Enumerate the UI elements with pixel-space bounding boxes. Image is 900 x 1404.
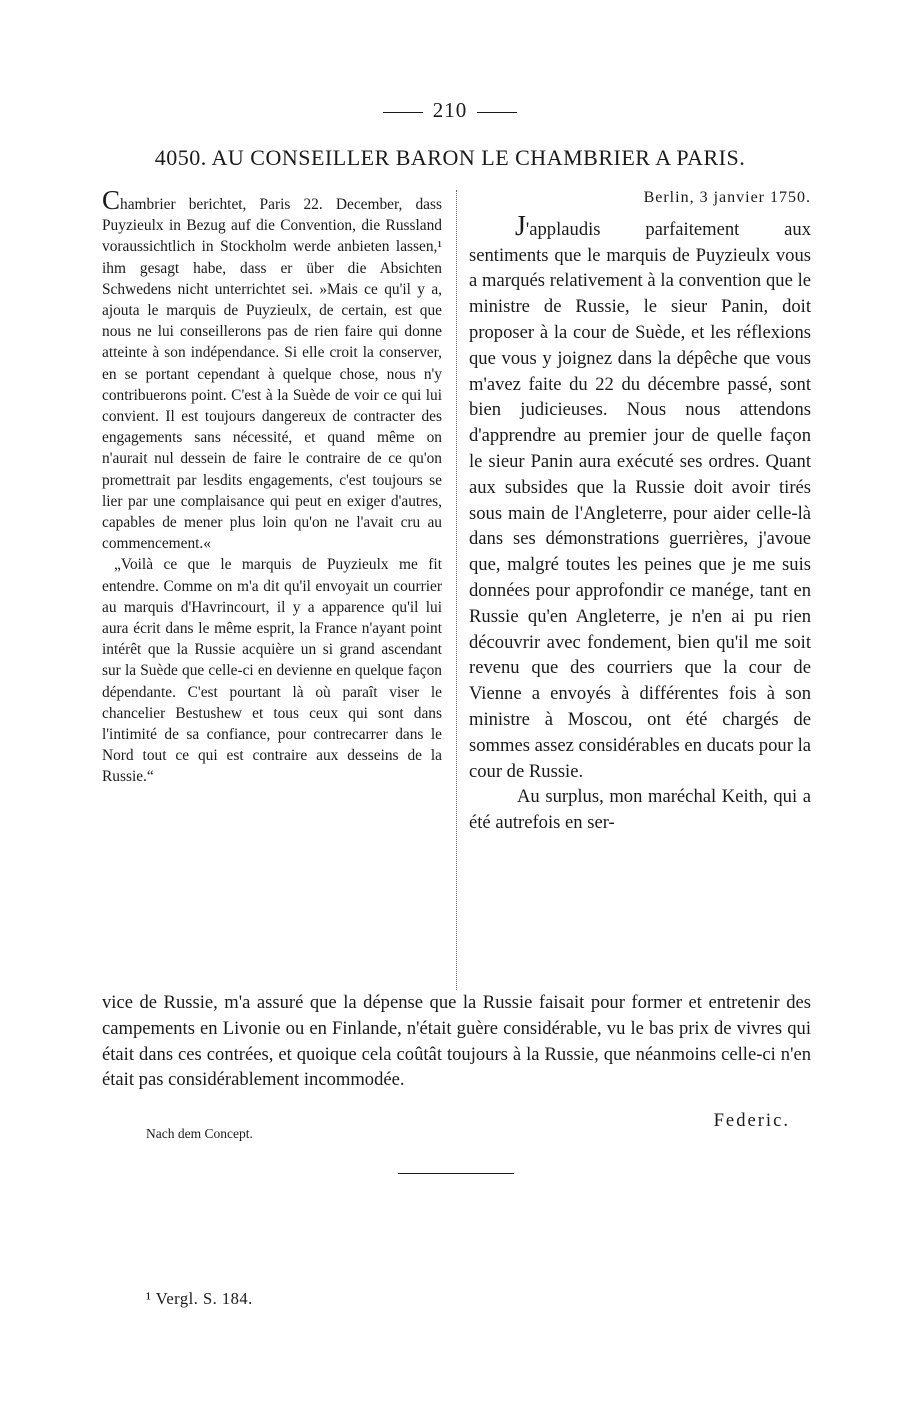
right-paragraph-1 bbox=[469, 210, 811, 785]
document-title: 4050. AU CONSEILLER BARON LE CHAMBRIER A PARIS. bbox=[154, 145, 746, 170]
page-number bbox=[0, 98, 900, 123]
left-column-summary bbox=[102, 185, 442, 788]
left-paragraph-2: „Voilà ce que le marquis de Puyzieulx me fit entendre. Comme on m'a dit qu'il envoyait un courrier au marquis d'Havrincourt, il y a apparence qu'il lui aura écrit dans le même esprit, la France n'ayant point intérêt que la Russie acquière un si grand ascendant sur la Suède que celle-ci en devienne en quelque façon dépendante. C'est pourtant là où paraît viser le chancelier Bestushew et tous ceux qui sont dans l'intimité de sa confiance, pour contrecarrer dans le Nord tout ce qui est contraire aux desseins de la Russie.“ bbox=[102, 556, 442, 786]
footnote-separator bbox=[398, 1173, 514, 1174]
page-number-right-dash bbox=[477, 112, 517, 113]
right-paragraph-1-text: 'applaudis parfaitement aux sentiments que le marquis de Puyzieulx vous a marqués relativement à la convention que le ministre de Russie, le sieur Panin, doit proposer à la cour de Suède, et les réflexions que vous y joignez dans la dépêche que vous m'avez faite du 22 du décembre passé, sont bien judicieuses. Nous nous attendons d'apprendre au premier jour de quelle façon le sieur Panin aura exécuté ses ordres. Quant aux subsides que la Russie doit avoir tirés sous main de l'Angleterre, pour aider celle-là dans ses démonstrations guerrières, j'avoue que, malgré toutes les peines que je me suis données pour approfondir ce manége, tant en Russie qu'en Angleterre, je n'en ai pu rien découvrir avec fondement, bien qu'il me soit revenu que des courriers que la cour de Vienne a envoyés à différentes fois à son ministre à Moscou, ont été chargés de sommes assez considérables en ducats pour la cour de Russie. bbox=[469, 218, 811, 782]
footnote: ¹ Vergl. S. 184. bbox=[146, 1289, 253, 1308]
right-dropcap: J bbox=[515, 210, 526, 242]
right-column-letter bbox=[469, 185, 811, 836]
left-dropcap: C bbox=[102, 185, 121, 215]
page-number-text: 210 bbox=[432, 98, 468, 122]
column-divider bbox=[456, 190, 457, 990]
right-paragraph-2-start: Au surplus, mon maréchal Keith, qui a été autrefois en ser- bbox=[469, 786, 811, 834]
page-number-left-dash bbox=[383, 112, 423, 113]
letter-continuation: vice de Russie, m'a assuré que la dépense que la Russie faisait pour former et entretenir des campements en Livonie ou en Finlande, n'était guère considérable, vu le bas prix de vivres qui était dans ces contrées, et quoique cela coûtât toujours à la Russie, que néanmoins celle-ci n'en était pas considérablement incommodée. bbox=[102, 992, 811, 1091]
source-note: Nach dem Concept. bbox=[146, 1126, 253, 1141]
left-paragraph-1-text: hambrier berichtet, Paris 22. December, dass Puyzieulx in Bezug auf die Convention, die Russland voraussichtlich in Stockholm werde anbieten lassen,¹ ihm gesagt habe, dass er über die Absichten Schwedens nicht unterrichtet sei. »Mais ce qu'il y a, ajouta le marquis de Puyzieulx, de certain, est que nous ne lui conseillerons pas de rien faire qui donne atteinte à son indépendance. Si elle croit la conserver, en se portant cependant à quelque chose, nous n'y contribuerons point. C'est à la Suède de voir ce qui lui convient. Il est toujours dangereux de contracter des engagements sans nécessité, et quand même on n'aurait nul dessein de faire le contraire de ce qu'on promettrait par lesdits engagements, c'est toujours se lier par une complaisance qui peut en exiger d'autres, capables de mener plus loin qu'on ne l'avait cru au commencement.« bbox=[102, 196, 442, 553]
letter-dateline: Berlin, 3 janvier 1750. bbox=[643, 189, 811, 206]
signature: Federic. bbox=[713, 1110, 790, 1131]
left-paragraph-1 bbox=[102, 185, 442, 554]
